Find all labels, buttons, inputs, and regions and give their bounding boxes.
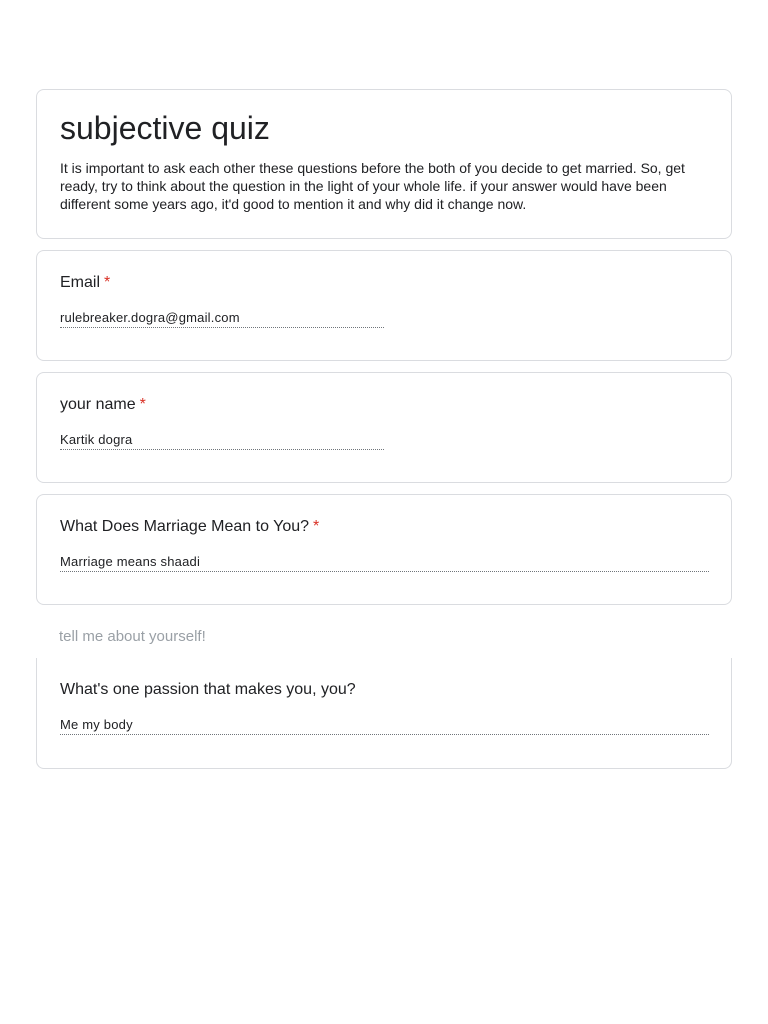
form-title: subjective quiz xyxy=(60,110,270,146)
form-description: It is important to ask each other these questions before the both of you decide to get married. So, get ready, try to think about the question in the light of your whole life. if your answer would have been different some years ago, it'd good to mention it and why did it change now. xyxy=(60,160,685,212)
question-title xyxy=(60,274,110,292)
required-asterisk: * xyxy=(313,518,320,535)
question-card-marriage xyxy=(36,494,732,605)
passion-answer[interactable]: Me my body xyxy=(60,717,709,735)
section-title: tell me about yourself! xyxy=(59,628,206,645)
required-asterisk: * xyxy=(104,274,111,291)
question-card-passion xyxy=(36,658,732,769)
question-label: What Does Marriage Mean to You? xyxy=(60,518,310,535)
question-label: Email xyxy=(60,274,101,291)
name-answer[interactable]: Kartik dogra xyxy=(60,432,384,450)
question-card-email xyxy=(36,250,732,361)
email-answer[interactable]: rulebreaker.dogra@gmail.com xyxy=(60,310,384,328)
form-header-card xyxy=(36,89,732,239)
question-title xyxy=(60,518,319,536)
required-asterisk: * xyxy=(139,396,146,413)
question-title xyxy=(60,396,146,414)
question-card-name xyxy=(36,372,732,483)
question-label: your name xyxy=(60,396,136,413)
question-title xyxy=(60,681,356,699)
marriage-answer[interactable]: Marriage means shaadi xyxy=(60,554,709,572)
question-label: What's one passion that makes you, you? xyxy=(60,681,356,698)
